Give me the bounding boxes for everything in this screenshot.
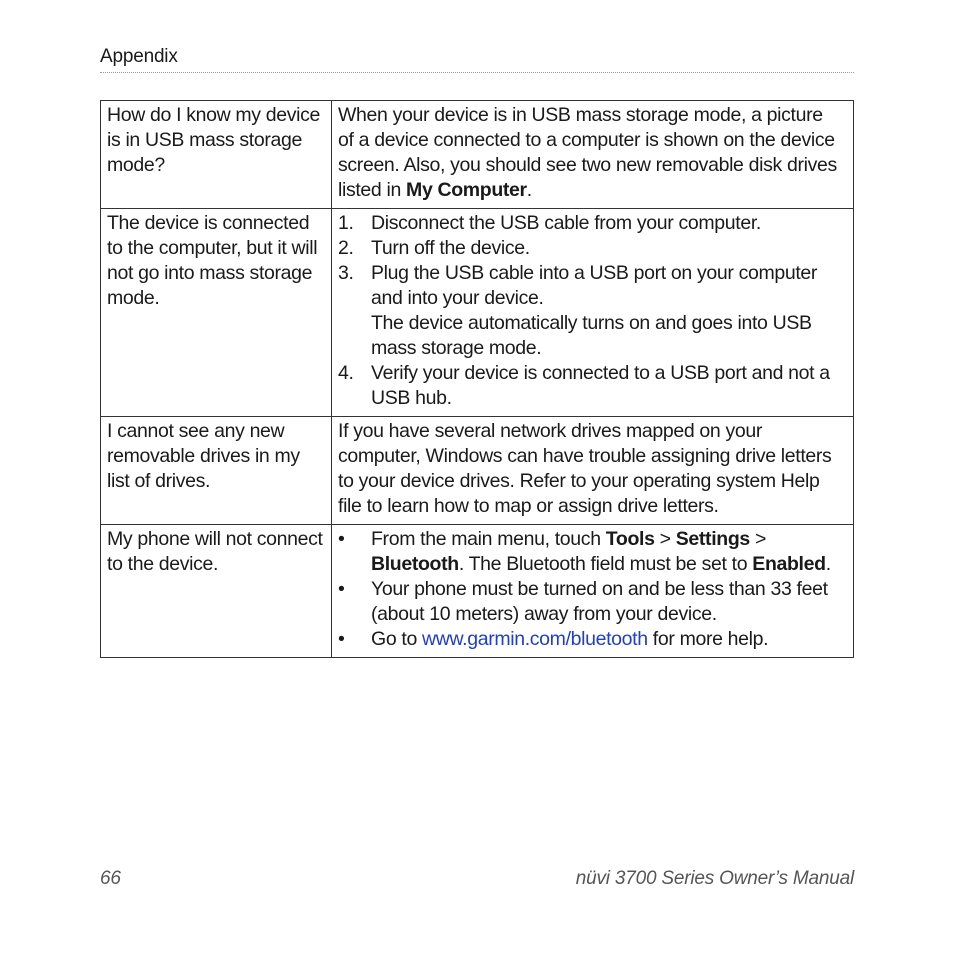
troubleshooting-table: [100, 100, 854, 658]
bullet-text: Your phone must be turned on and be less than 33 feet: [371, 578, 828, 600]
ui-term-enabled: Enabled: [752, 553, 826, 575]
bullet-item: [338, 627, 848, 652]
bullet-text-fragment: for more help.: [647, 628, 769, 650]
step-number: 1.: [338, 212, 354, 234]
answer-text: screen. Also, you should see two new removable disk drives: [338, 154, 837, 176]
step-text: and into your device.: [371, 287, 544, 309]
answer-text-fragment: .: [526, 179, 532, 201]
bullet-text-fragment: .: [825, 553, 831, 575]
step-text: The device automatically turns on and goes into USB: [371, 312, 812, 334]
question-text: not go into mass storage: [107, 262, 313, 284]
question-cell: [101, 417, 332, 525]
answer-cell: [332, 525, 854, 658]
answer-cell: [332, 209, 854, 417]
bullet-text-fragment: >: [749, 528, 766, 550]
numbered-step: [338, 361, 848, 411]
question-text: mode.: [107, 287, 160, 309]
answer-cell: [332, 417, 854, 525]
ui-term-tools: Tools: [605, 528, 655, 550]
answer-text: file to learn how to map or assign drive letters.: [338, 495, 719, 517]
bullet-text: [371, 552, 848, 577]
question-text: list of drives.: [107, 470, 211, 492]
bullet-text-fragment: Go to: [371, 628, 423, 650]
step-text: Verify your device is connected to a USB port and not a: [371, 362, 830, 384]
bullet-text: (about 10 meters) away from your device.: [371, 603, 717, 625]
answer-text: to your device drives. Refer to your operating system Help: [338, 470, 820, 492]
step-text: Plug the USB cable into a USB port on your computer: [371, 262, 818, 284]
answer-text-fragment: listed in: [338, 179, 407, 201]
answer-text: When your device is in USB mass storage mode, a picture: [338, 104, 823, 126]
table-row: [101, 101, 854, 209]
step-number: 3.: [338, 262, 354, 284]
question-text: The device is connected: [107, 212, 310, 234]
bullet-item: [338, 527, 848, 577]
header-divider: [100, 72, 854, 73]
table-row: [101, 209, 854, 417]
step-number: 2.: [338, 237, 354, 259]
ui-term-settings: Settings: [675, 528, 750, 550]
step-text: Turn off the device.: [371, 237, 530, 259]
numbered-step: [338, 236, 848, 261]
page-number: 66: [100, 868, 121, 889]
question-cell: [101, 209, 332, 417]
step-text: USB hub.: [371, 387, 452, 409]
table-row: [101, 525, 854, 658]
question-text: is in USB mass storage: [107, 129, 302, 151]
bullet-icon: •: [338, 528, 345, 550]
answer-text: If you have several network drives mapped on your: [338, 420, 762, 442]
garmin-bluetooth-link[interactable]: www.garmin.com/bluetooth: [422, 628, 648, 650]
question-text: to the device.: [107, 553, 219, 575]
manual-title: nüvi 3700 Series Owner’s Manual: [575, 868, 854, 889]
ui-term-bluetooth: Bluetooth: [371, 553, 459, 575]
bullet-text: [371, 627, 848, 652]
answer-text: of a device connected to a computer is shown on the device: [338, 129, 835, 151]
step-text: mass storage mode.: [371, 337, 542, 359]
question-text: removable drives in my: [107, 445, 300, 467]
bullet-icon: •: [338, 628, 345, 650]
ui-term-my-computer: My Computer: [406, 179, 527, 201]
step-number: 4.: [338, 362, 354, 384]
question-text: to the computer, but it will: [107, 237, 318, 259]
bullet-text: [371, 527, 848, 552]
question-cell: [101, 525, 332, 658]
question-cell: [101, 101, 332, 209]
question-text: I cannot see any new: [107, 420, 285, 442]
numbered-step: [338, 211, 848, 236]
question-text: My phone will not connect: [107, 528, 323, 550]
page-header: Appendix: [100, 46, 178, 67]
bullet-icon: •: [338, 578, 345, 600]
answer-cell: [332, 101, 854, 209]
question-text: How do I know my device: [107, 104, 321, 126]
answer-text: [338, 178, 848, 203]
numbered-step: [338, 261, 848, 361]
bullet-text-fragment: >: [654, 528, 676, 550]
bullet-text-fragment: From the main menu, touch: [371, 528, 606, 550]
answer-text: computer, Windows can have trouble assigning drive letters: [338, 445, 832, 467]
table-row: [101, 417, 854, 525]
question-text: mode?: [107, 154, 165, 176]
step-text: Disconnect the USB cable from your computer.: [371, 212, 761, 234]
bullet-text-fragment: . The Bluetooth field must be set to: [458, 553, 753, 575]
bullet-item: [338, 577, 848, 627]
